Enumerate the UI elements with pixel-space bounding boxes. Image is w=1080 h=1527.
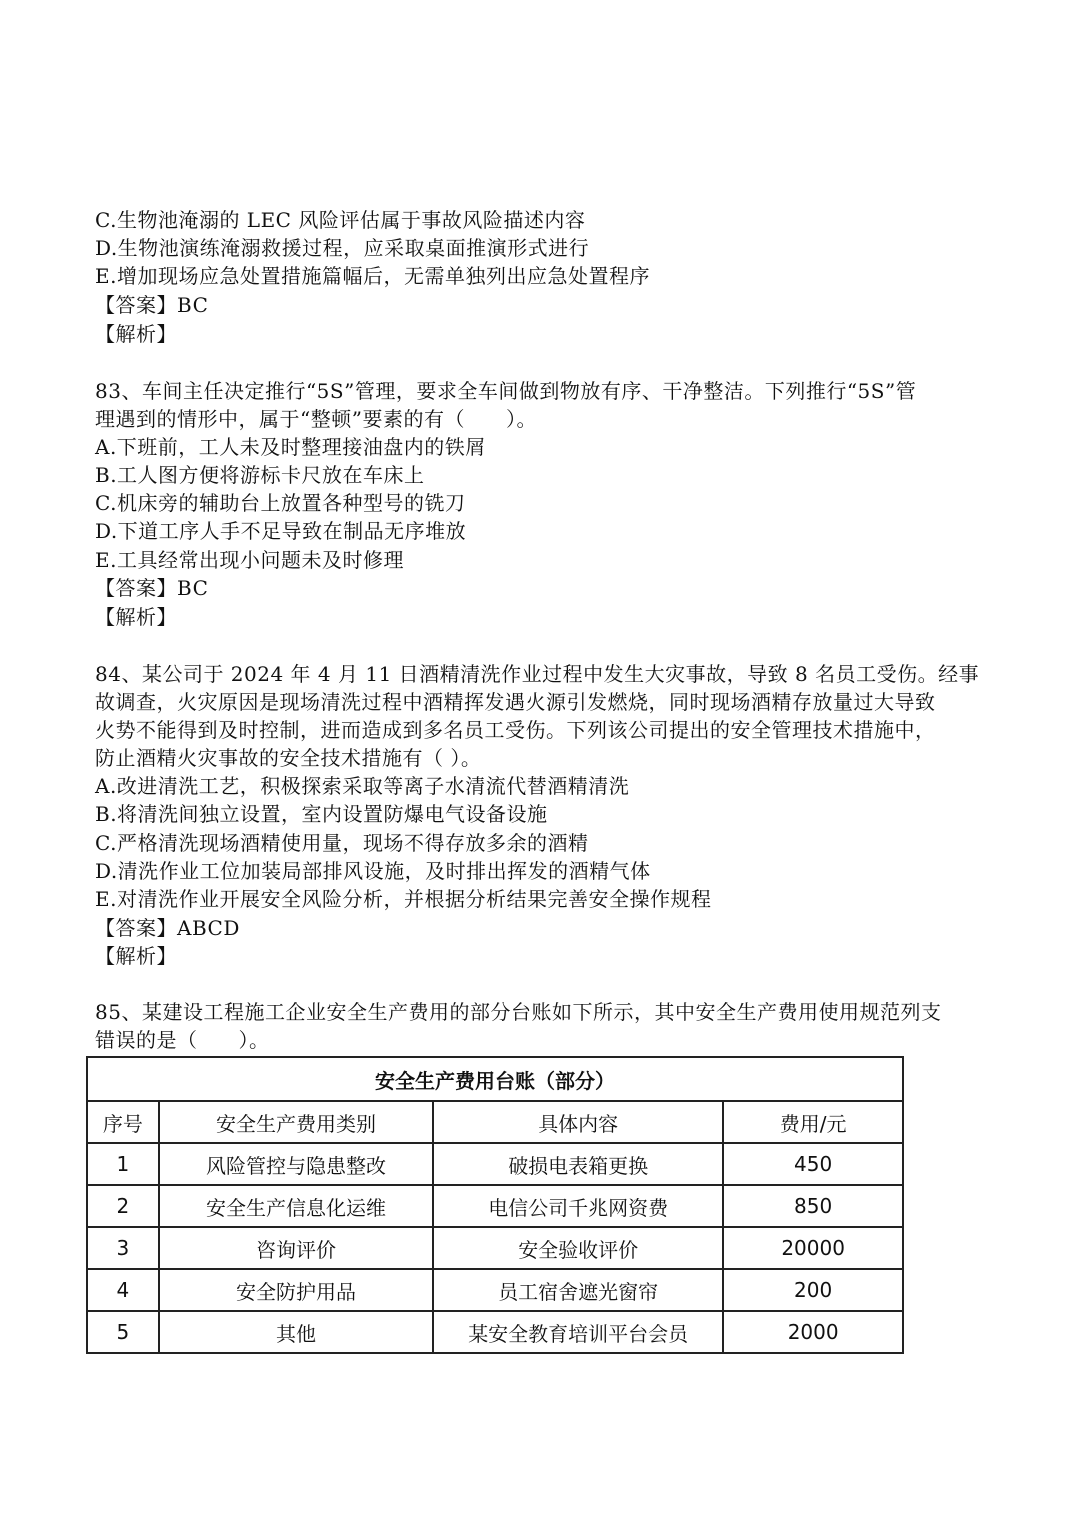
q83-option-a: A.下班前，工人未及时整理接油盘内的铁屑 [95, 435, 486, 459]
q84-stem-line1: 84、某公司于 2024 年 4 月 11 日酒精清洗作业过程中发生大灾事故，导致 8 名员工受伤。经事 [95, 662, 980, 686]
column-header: 安全生产费用类别 [159, 1101, 433, 1143]
q84-option-c: C.严格清洗现场酒精使用量，现场不得存放多余的酒精 [95, 831, 589, 855]
q84-stem-line4: 防止酒精火灾事故的安全技术措施有（ ）。 [95, 746, 482, 770]
column-header: 费用/元 [723, 1101, 903, 1143]
q84-option-b: B.将清洗间独立设置，室内设置防爆电气设备设施 [95, 802, 548, 826]
table-row [87, 1269, 903, 1311]
q84-stem-line3: 火势不能得到及时控制，进而造成到多名员工受伤。下列该公司提出的安全管理技术措施中， [95, 718, 936, 742]
q82-option-e: E.增加现场应急处置措施篇幅后，无需单独列出应急处置程序 [95, 264, 650, 288]
table-cell: 其他 [159, 1311, 433, 1353]
q82-analysis: 【解析】 [95, 322, 177, 346]
q84-analysis: 【解析】 [95, 944, 177, 968]
q84-stem-line2: 故调查，火灾原因是现场清洗过程中酒精挥发遇火源引发燃烧，同时现场酒精存放量过大导致 [95, 690, 936, 714]
table-row [87, 1185, 903, 1227]
q83-option-b: B.工人图方便将游标卡尺放在车床上 [95, 463, 425, 487]
table-cell: 某安全教育培训平台会员 [433, 1311, 723, 1353]
q83-option-e: E.工具经常出现小问题未及时修理 [95, 548, 404, 572]
table-cell: 电信公司千兆网资费 [433, 1185, 723, 1227]
table-cell: 850 [723, 1185, 903, 1227]
table-cell: 2 [87, 1185, 159, 1227]
safety-cost-ledger-table [86, 1056, 904, 1354]
q83-option-c: C.机床旁的辅助台上放置各种型号的铣刀 [95, 491, 466, 515]
q83-answer: 【答案】BC [95, 576, 209, 600]
table-cell: 风险管控与隐患整改 [159, 1143, 433, 1185]
q83-stem-line1: 83、车间主任决定推行“5S”管理，要求全车间做到物放有序、干净整洁。下列推行“5S”管 [95, 379, 917, 403]
q84-option-d: D.清洗作业工位加装局部排风设施，及时排出挥发的酒精气体 [95, 859, 651, 883]
table-row [87, 1143, 903, 1185]
q82-answer: 【答案】BC [95, 293, 209, 317]
table-caption-row [87, 1057, 903, 1101]
table-row [87, 1227, 903, 1269]
column-header: 序号 [87, 1101, 159, 1143]
q82-option-c: C.生物池淹溺的 LEC 风险评估属于事故风险描述内容 [95, 208, 586, 232]
table-cell: 200 [723, 1269, 903, 1311]
table-cell: 安全验收评价 [433, 1227, 723, 1269]
table-row [87, 1311, 903, 1353]
table-cell: 1 [87, 1143, 159, 1185]
q84-option-e: E.对清洗作业开展安全风险分析，并根据分析结果完善安全操作规程 [95, 887, 712, 911]
table-cell: 安全防护用品 [159, 1269, 433, 1311]
q83-stem-line2: 理遇到的情形中，属于“整顿”要素的有（ ）。 [95, 407, 537, 431]
q85-stem-line2: 错误的是（ ）。 [95, 1028, 270, 1052]
q84-answer: 【答案】ABCD [95, 916, 240, 940]
table-cell: 5 [87, 1311, 159, 1353]
table-cell: 20000 [723, 1227, 903, 1269]
q85-stem-line1: 85、某建设工程施工企业安全生产费用的部分台账如下所示，其中安全生产费用使用规范列支 [95, 1000, 942, 1024]
table-cell: 咨询评价 [159, 1227, 433, 1269]
table-cell: 破损电表箱更换 [433, 1143, 723, 1185]
table-cell: 3 [87, 1227, 159, 1269]
q83-option-d: D.下道工序人手不足导致在制品无序堆放 [95, 519, 467, 543]
table-cell: 安全生产信息化运维 [159, 1185, 433, 1227]
table-cell: 员工宿舍遮光窗帘 [433, 1269, 723, 1311]
table-cell: 2000 [723, 1311, 903, 1353]
q83-analysis: 【解析】 [95, 605, 177, 629]
column-header: 具体内容 [433, 1101, 723, 1143]
q84-option-a: A.改进清洗工艺，积极探索采取等离子水清流代替酒精清洗 [95, 774, 630, 798]
table-caption: 安全生产费用台账（部分） [87, 1057, 903, 1101]
table-header-row [87, 1101, 903, 1143]
q82-option-d: D.生物池演练淹溺救援过程，应采取桌面推演形式进行 [95, 236, 590, 260]
table-cell: 450 [723, 1143, 903, 1185]
table-cell: 4 [87, 1269, 159, 1311]
